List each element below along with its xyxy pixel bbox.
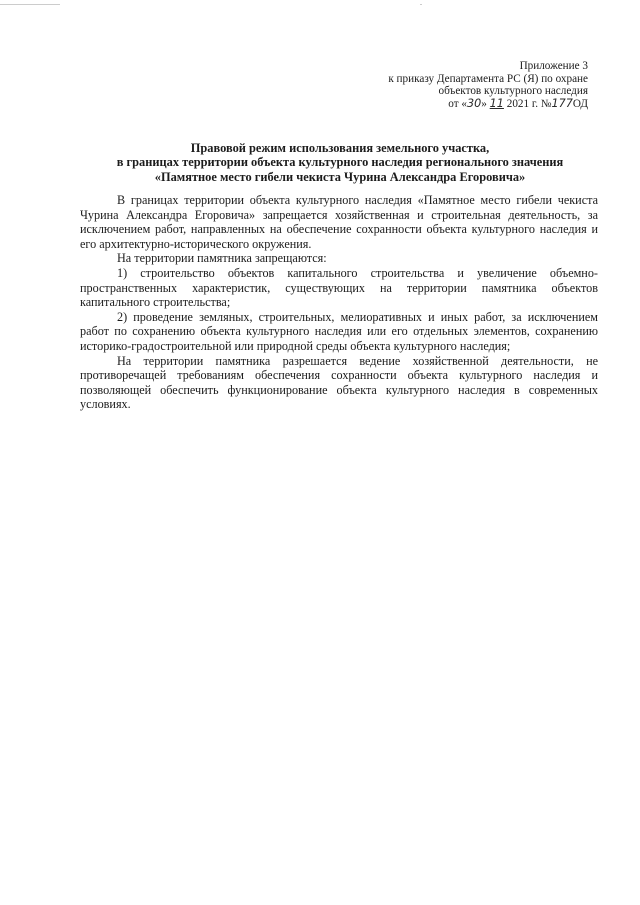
paragraph-item-1: 1) строительство объектов капитального строительства и увеличение объемно-пространственных характеристик, существующих на территории памятника объектов капитального строительства; bbox=[80, 265, 598, 310]
handwritten-day: 30 bbox=[467, 96, 482, 110]
title-line-1: Правовой режим использования земельного участка, bbox=[190, 141, 490, 155]
paragraph-item-2: 2) проведение земляных, строительных, мелиоративных и иных работ, за исключением работ по сохранению объекта культурного наследия или его отдельных элементов, сохранению историко-градостроительной или природной среды объекта культурного наследия; bbox=[80, 309, 598, 353]
order-suffix: ОД bbox=[572, 97, 588, 110]
appendix-order-ref: к приказу Департамента РС (Я) по охране bbox=[388, 72, 588, 85]
paragraph-prohibition-general: В границах территории объекта культурного наследия «Памятное место гибели чекиста Чурина Александра Егоровича» запрещается хозяйственная и строительная деятельность, за исключением работ, направленных на обеспечение сохранности объекта культурного наследия и его архитектурно-исторического окружения. bbox=[80, 193, 598, 251]
appendix-header bbox=[328, 60, 588, 110]
handwritten-order-number: 177 bbox=[551, 96, 573, 110]
document-body bbox=[80, 193, 598, 412]
document-title bbox=[80, 141, 600, 184]
handwritten-month: 11 bbox=[489, 96, 504, 110]
paragraph-prohibitions-intro: На территории памятника запрещаются: bbox=[117, 251, 327, 266]
appendix-order-ref-cont: объектов культурного наследия bbox=[438, 85, 588, 98]
date-year: 2021 г. № bbox=[503, 97, 552, 110]
date-mid: » bbox=[481, 97, 490, 110]
scan-artifact bbox=[0, 4, 60, 5]
paragraph-permitted-activity: На территории памятника разрешается ведение хозяйственной деятельности, не противоречащей требованиям обеспечения сохранности объекта культурного наследия и позволяющей обеспечить функционирование объекта культурного наследия в современных условиях. bbox=[80, 353, 598, 412]
date-prefix: от « bbox=[448, 97, 468, 110]
title-line-3: «Памятное место гибели чекиста Чурина Александра Егоровича» bbox=[154, 169, 526, 184]
title-line-2: в границах территории объекта культурного наследия регионального значения bbox=[116, 155, 564, 170]
scan-artifact bbox=[420, 4, 422, 5]
appendix-title: Приложение 3 bbox=[519, 60, 588, 72]
appendix-date-line bbox=[328, 98, 588, 111]
